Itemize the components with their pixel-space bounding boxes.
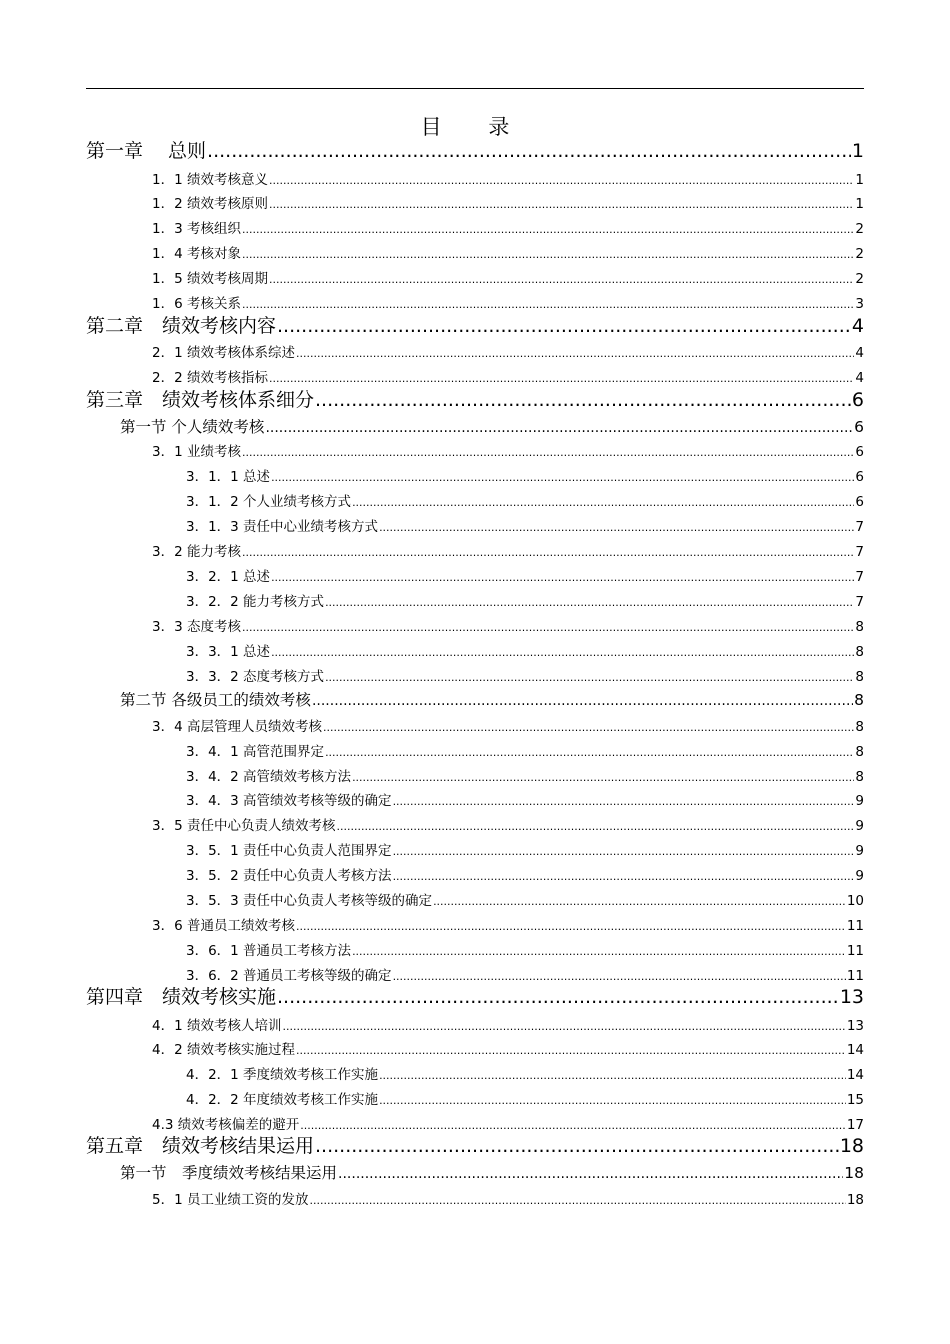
toc-entry-page-number: 11	[846, 943, 864, 959]
toc-entry-title: 3．5．1 责任中心负责人范围界定	[186, 843, 392, 859]
toc-entry-page-number: 9	[855, 818, 864, 834]
toc-entry-page-number: 13	[846, 1018, 864, 1034]
toc-entry[interactable]	[152, 193, 864, 215]
toc-entry-title: 2．2 绩效考核指标	[152, 370, 268, 386]
toc-dot-leader	[271, 642, 854, 664]
toc-entry[interactable]	[186, 840, 864, 862]
toc-entry-page-number: 2	[855, 221, 864, 237]
toc-entry[interactable]	[86, 313, 864, 339]
toc-dot-leader	[242, 244, 854, 266]
toc-entry[interactable]	[152, 243, 864, 265]
toc-entry-title: 3．2 能力考核	[152, 544, 241, 560]
toc-entry[interactable]	[186, 591, 864, 613]
toc-entry-title: 3．5．3 责任中心负责人考核等级的确定	[186, 893, 433, 909]
toc-entry-page-number: 17	[846, 1117, 864, 1133]
toc-entry-page-number: 8	[855, 744, 864, 760]
toc-dot-leader	[309, 1190, 845, 1212]
toc-entry-title: 3．3．2 态度考核方式	[186, 669, 325, 685]
toc-entry-page-number: 7	[855, 569, 864, 585]
toc-entry[interactable]	[186, 766, 864, 788]
toc-entry-title: 5．1 员工业绩工资的发放	[152, 1192, 309, 1208]
toc-entry-page-number: 9	[855, 793, 864, 809]
toc-entry-title: 第一节 季度绩效考核结果运用	[120, 1164, 338, 1182]
toc-entry-title: 4.3 绩效考核偏差的避开	[152, 1117, 300, 1133]
toc-entry-title: 1．1 绩效考核意义	[152, 172, 268, 188]
toc-dot-leader	[312, 689, 853, 713]
toc-entry-title: 3．4．2 高管绩效考核方法	[186, 769, 352, 785]
toc-entry[interactable]	[186, 940, 864, 962]
toc-dot-leader	[393, 841, 855, 863]
toc-entry[interactable]	[86, 1133, 864, 1159]
toc-entry[interactable]	[186, 666, 864, 688]
toc-entry-page-number: 4	[855, 370, 864, 386]
toc-entry-title: 3．4．3 高管绩效考核等级的确定	[186, 793, 392, 809]
toc-entry[interactable]	[186, 1064, 864, 1086]
toc-entry[interactable]	[152, 441, 864, 463]
toc-entry[interactable]	[152, 342, 864, 364]
toc-entry-page-number: 14	[846, 1042, 864, 1058]
toc-entry-title: 3．3 态度考核	[152, 619, 241, 635]
toc-entry-page-number: 8	[854, 691, 864, 709]
toc-entry-page-number: 1	[855, 196, 864, 212]
toc-entry[interactable]	[152, 1015, 864, 1037]
toc-entry[interactable]	[186, 466, 864, 488]
toc-entry[interactable]	[152, 367, 864, 389]
toc-entry[interactable]	[86, 984, 864, 1010]
toc-entry[interactable]	[152, 218, 864, 240]
toc-entry-page-number: 18	[839, 1135, 864, 1157]
toc-entry-title: 4．2．2 年度绩效考核工作实施	[186, 1092, 379, 1108]
toc-entry[interactable]	[152, 268, 864, 290]
toc-entry-title: 3．4 高层管理人员绩效考核	[152, 719, 322, 735]
toc-entry-title: 第四章 绩效考核实施	[86, 986, 277, 1008]
toc-title: 目 录	[420, 115, 530, 139]
toc-entry-page-number: 6	[855, 444, 864, 460]
toc-entry-title: 3．1 业绩考核	[152, 444, 241, 460]
toc-entry[interactable]	[186, 1089, 864, 1111]
toc-entry-title: 3．2．2 能力考核方式	[186, 594, 325, 610]
toc-entry-page-number: 2	[855, 271, 864, 287]
toc-entry-page-number: 6	[855, 469, 864, 485]
toc-dot-leader	[296, 1040, 846, 1062]
toc-entry[interactable]	[152, 1189, 864, 1211]
toc-dot-leader	[433, 891, 846, 913]
toc-entry-title: 3．5 责任中心负责人绩效考核	[152, 818, 336, 834]
toc-entry[interactable]	[186, 491, 864, 513]
toc-entry-title: 1．4 考核对象	[152, 246, 241, 262]
toc-entry-title: 3．2．1 总述	[186, 569, 271, 585]
toc-dot-leader	[271, 467, 854, 489]
toc-entry[interactable]	[152, 293, 864, 315]
toc-dot-leader	[379, 1090, 846, 1112]
toc-dot-leader	[315, 1133, 839, 1159]
toc-dot-leader	[315, 387, 851, 413]
toc-entry-page-number: 11	[846, 918, 864, 934]
toc-entry[interactable]	[186, 566, 864, 588]
toc-entry-page-number: 13	[839, 986, 864, 1008]
toc-dot-leader	[242, 542, 854, 564]
toc-entry[interactable]	[186, 516, 864, 538]
toc-entry-page-number: 15	[846, 1092, 864, 1108]
toc-entry[interactable]	[86, 387, 864, 413]
toc-dot-leader	[352, 941, 846, 963]
toc-dot-leader	[269, 269, 854, 291]
toc-entry[interactable]	[152, 541, 864, 563]
toc-entry-title: 1．2 绩效考核原则	[152, 196, 268, 212]
toc-entry[interactable]	[120, 415, 864, 439]
toc-entry-page-number: 7	[855, 544, 864, 560]
toc-dot-leader	[296, 343, 854, 365]
toc-dot-leader	[379, 517, 854, 539]
toc-dot-leader	[352, 767, 854, 789]
toc-entry-title: 第五章 绩效考核结果运用	[86, 1135, 315, 1157]
toc-entry-title: 第一节 个人绩效考核	[120, 418, 265, 436]
toc-entry-page-number: 8	[855, 719, 864, 735]
toc-dot-leader	[271, 567, 854, 589]
toc-entry-page-number: 7	[855, 594, 864, 610]
toc-entry-page-number: 10	[846, 893, 864, 909]
toc-entry-title: 3．1．2 个人业绩考核方式	[186, 494, 352, 510]
toc-entry-page-number: 1	[851, 140, 864, 162]
toc-entry-title: 2．1 绩效考核体系综述	[152, 345, 295, 361]
toc-entry-page-number: 2	[855, 246, 864, 262]
toc-dot-leader	[242, 617, 854, 639]
toc-entry-page-number: 11	[846, 968, 864, 984]
toc-entry-title: 4．1 绩效考核人培训	[152, 1018, 282, 1034]
toc-entry[interactable]	[186, 890, 864, 912]
toc-entry[interactable]	[152, 915, 864, 937]
toc-entry-page-number: 8	[855, 669, 864, 685]
toc-entry-page-number: 7	[855, 519, 864, 535]
toc-dot-leader	[336, 816, 854, 838]
toc-entry-title: 1．5 绩效考核周期	[152, 271, 268, 287]
toc-entry-title: 第二节 各级员工的绩效考核	[120, 691, 311, 709]
toc-entry[interactable]	[186, 865, 864, 887]
toc-dot-leader	[277, 984, 839, 1010]
toc-entry-title: 3．4．1 高管范围界定	[186, 744, 325, 760]
toc-dot-leader	[323, 717, 854, 739]
toc-dot-leader	[325, 742, 854, 764]
toc-entry-page-number: 9	[855, 868, 864, 884]
toc-entry[interactable]	[152, 616, 864, 638]
toc-entry-page-number: 8	[855, 769, 864, 785]
toc-dot-leader	[352, 492, 854, 514]
toc-entry-title: 1．6 考核关系	[152, 296, 241, 312]
toc-entry-title: 1．3 考核组织	[152, 221, 241, 237]
toc-entry[interactable]	[186, 741, 864, 763]
toc-dot-leader	[207, 138, 851, 164]
toc-dot-leader	[242, 219, 854, 241]
toc-entry-title: 第三章 绩效考核体系细分	[86, 389, 315, 411]
toc-entry-page-number: 18	[844, 1164, 864, 1182]
toc-entry-title: 第二章 绩效考核内容	[86, 315, 277, 337]
toc-dot-leader	[265, 416, 853, 440]
toc-entry[interactable]	[152, 169, 864, 191]
toc-dot-leader	[269, 170, 854, 192]
toc-entry-title: 4．2 绩效考核实施过程	[152, 1042, 295, 1058]
toc-entry[interactable]	[152, 1039, 864, 1061]
toc-entry[interactable]	[152, 815, 864, 837]
toc-dot-leader	[393, 866, 855, 888]
toc-dot-leader	[338, 1162, 843, 1186]
toc-dot-leader	[277, 313, 851, 339]
toc-entry[interactable]	[186, 641, 864, 663]
toc-dot-leader	[296, 916, 846, 938]
toc-dot-leader	[379, 1065, 846, 1087]
toc-dot-leader	[393, 791, 855, 813]
toc-entry[interactable]	[86, 138, 864, 164]
toc-entry-page-number: 3	[855, 296, 864, 312]
toc-entry-page-number: 14	[846, 1067, 864, 1083]
toc-dot-leader	[325, 592, 854, 614]
toc-entry-page-number: 9	[855, 843, 864, 859]
toc-entry-title: 3．6．2 普通员工考核等级的确定	[186, 968, 392, 984]
toc-dot-leader	[325, 667, 854, 689]
toc-entry-title: 3．1．3 责任中心业绩考核方式	[186, 519, 379, 535]
toc-entry[interactable]	[120, 1161, 864, 1185]
toc-entry-title: 第一章 总则	[86, 140, 207, 162]
toc-entry-page-number: 6	[855, 494, 864, 510]
toc-dot-leader	[242, 442, 854, 464]
toc-dot-leader	[269, 194, 854, 216]
toc-entry-title: 3．3．1 总述	[186, 644, 271, 660]
toc-entry-page-number: 1	[855, 172, 864, 188]
toc-entry-title: 3．6 普通员工绩效考核	[152, 918, 295, 934]
toc-entry[interactable]	[120, 688, 864, 712]
toc-entry-page-number: 18	[846, 1192, 864, 1208]
toc-entry-page-number: 8	[855, 619, 864, 635]
toc-entry-page-number: 8	[855, 644, 864, 660]
toc-entry-title: 3．1．1 总述	[186, 469, 271, 485]
toc-dot-leader	[282, 1016, 845, 1038]
toc-entry-title: 4．2．1 季度绩效考核工作实施	[186, 1067, 379, 1083]
toc-entry-page-number: 6	[854, 418, 864, 436]
toc-entry-title: 3．5．2 责任中心负责人考核方法	[186, 868, 392, 884]
toc-entry-title: 3．6．1 普通员工考核方法	[186, 943, 352, 959]
toc-entry[interactable]	[186, 790, 864, 812]
toc-entry-page-number: 4	[855, 345, 864, 361]
toc-entry-page-number: 6	[851, 389, 864, 411]
toc-entry[interactable]	[152, 716, 864, 738]
toc-entry-page-number: 4	[851, 315, 864, 337]
header-rule	[86, 88, 864, 89]
